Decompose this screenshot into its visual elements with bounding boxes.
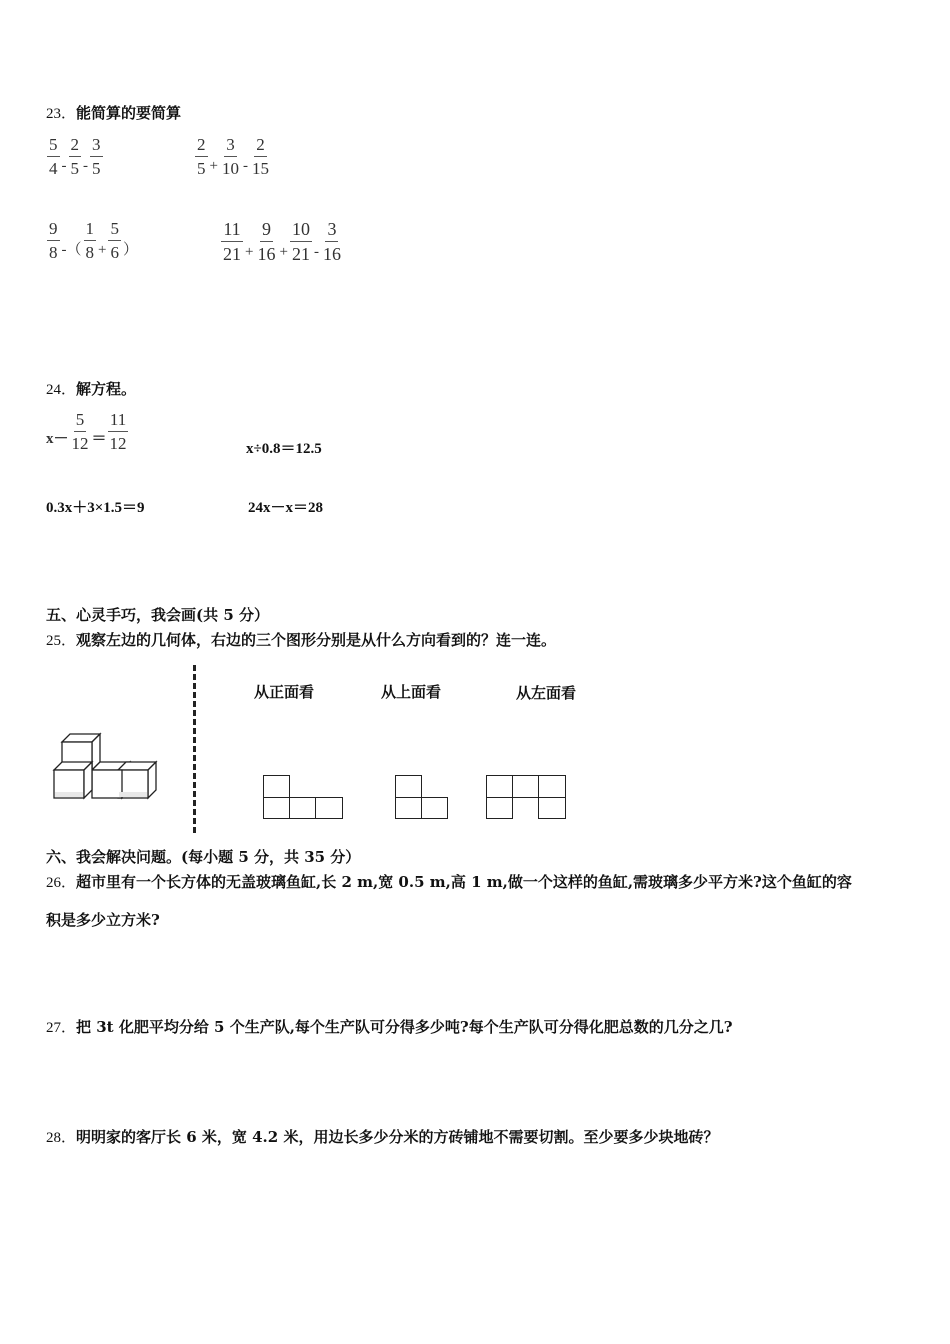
cube-solid-figure: [46, 728, 171, 808]
q23-title: 23．能简算的要简算: [46, 104, 182, 122]
label-front-view: 从正面看: [254, 683, 315, 701]
label-left-view: 从左面看: [516, 684, 577, 702]
q23-expr-2: $\frac{2}{5}$ + $\frac{3}{10}$ - $\frac{2}{15}$: [197, 135, 269, 178]
q26-line-2: 积是多少立方米?: [46, 911, 160, 929]
q24-equation-2: x÷0.8＝12.5: [246, 441, 322, 457]
q25-title: 25．观察左边的几何体，右边的三个图形分别是从什么方向看到的？连一连。: [46, 631, 557, 649]
q27-text: 27．把 3t 化肥平均分给 5 个生产队,每个生产队可分得多少吨?每个生产队可分得化肥总数的几分之几?: [46, 1018, 733, 1036]
q23-expr-1: $\frac{5}{4}$ - $\frac{2}{5}$ - $\frac{3}{5}$: [49, 135, 101, 178]
q24-equation-3: 0.3x＋3×1.5＝9: [46, 500, 145, 516]
label-top-view: 从上面看: [381, 683, 442, 701]
q24-title: 24．解方程。: [46, 380, 137, 398]
q23-expr-4: $\frac{11}{21}$ + $\frac{9}{16}$ + $\frac{10}{21}$ - $\frac{3}{16}$: [223, 219, 341, 264]
section-5-heading: 五、心灵手巧，我会画(共 5 分）: [46, 606, 269, 624]
q28-text: 28．明明家的客厅长 6 米，宽 4.2 米，用边长多少分米的方砖铺地不需要切割。至少要多少块地砖？: [46, 1128, 719, 1146]
dashed-divider: [193, 665, 196, 833]
q24-equation-4: 24x－x＝28: [248, 500, 324, 516]
q23-expr-3: $\frac{9}{8}$ -（ $\frac{1}{8}$ + $\frac{5}{6}$ ）: [49, 219, 138, 262]
q26-line-1: 26．超市里有一个长方体的无盖玻璃鱼缸,长 2 m,宽 0.5 m,高 1 m,做一个这样的鱼缸,需玻璃多少平方米?这个鱼缸的容: [46, 873, 852, 891]
section-6-heading: 六、我会解决问题。(每小题 5 分，共 35 分）: [46, 848, 361, 866]
q24-equation-1: x－ $\frac{5}{12}$ ＝ $\frac{11}{12}$: [46, 410, 127, 453]
